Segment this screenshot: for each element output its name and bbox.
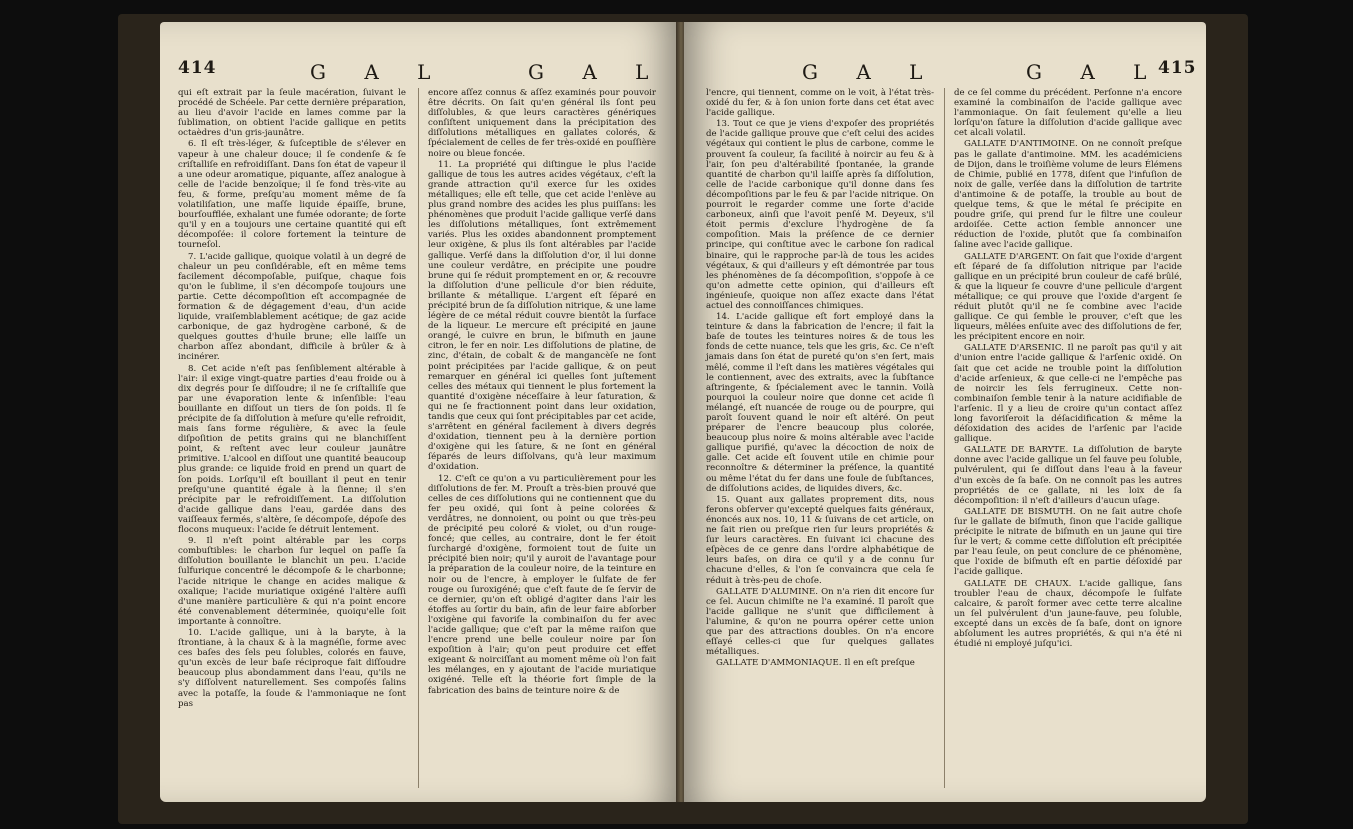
paragraph: 14. L'acide gallique eſt fort employé dans la teinture & dans la fabrication de l'encre; il fait la baſe de toutes les teintures noires & de tous les fonds de cette nuance, tels que les gris, &c. Ce n'eſt jamais dans ſon état de pureté qu'on s'en ſert, mais mêlé, comme il l'eſt dans les matières végétales qui le contiennent, avec des extraits, avec la ſubſtance aſtringente, & ſpécialement avec le tannin. Voilà pourquoi la couleur noire que donne cet acide ſi mélangé, eſt nuancée de rouge ou de pourpre, qui paroît ſouvent quand le noir eſt altéré. On peut préparer de l'encre beaucoup plus colorée, beaucoup plus noire & moins altérable avec l'acide gallique purifié, qu'avec la décoction de noix de galle. Cet acide eſt ſouvent utile en chimie pour reconnoître & déterminer la préſence, la quantité ou même l'état du fer dans une foule de ſubſtances, de diſſolutions acides, de liquides divers, &c. xyxy=(706,312,934,494)
running-head-left-2: G A L xyxy=(528,60,665,84)
page-number-right: 415 xyxy=(1158,58,1197,78)
paragraph: GALLATE D'AMMONIAQUE. Il en eſt preſque xyxy=(716,658,915,669)
paragraph: GALLATE DE BARYTE. La diſſolution de baryte donne avec l'acide gallique un ſel fauve peu ſoluble, pulvérulent, qui ſe diſſout dans l'eau à la faveur d'un excès de ſa baſe. On ne connoît pas les autres propriétés de ce gallate, ni les loix de ſa décompoſition: il n'eſt d'ailleurs d'aucun uſage. xyxy=(954,445,1182,506)
paragraph: GALLATE DE CHAUX. L'acide gallique, ſans troubler l'eau de chaux, décompoſe le ſulfate calcaire, & paroît former avec cette terre alcaline un ſel pulvérulent d'un jaune-fauve, peu ſoluble, excepté dans un excès de ſa baſe, dont on ignore abſolument les autres propriétés, & qui n'a été ni étudié ni employé juſqu'ici. xyxy=(954,578,1182,650)
right-page xyxy=(684,22,1206,802)
paragraph: 8. Cet acide n'eſt pas ſenſiblement altérable à l'air: il exige vingt-quatre parties d'eau froide ou à dix degrés pour ſe diſſoudre; il ne ſe criſtalliſe que par une évaporation lente & inſenſible: l'eau bouillante en diſſout un tiers de ſon poids. Il ſe précipite de ſa diſſolution à meſure qu'elle refroidit, mais ſans forme régulière, & avec la ſeule diſpoſition de petits grains qui ne blanchiſſent point, & reſtent avec leur couleur jaunâtre primitive. L'alcool en diſſout une quantité beaucoup plus grande: ce liquide froid en prend un quart de ſon poids. Lorſqu'il eſt bouillant il peut en tenir preſqu'une quantité égale à la ſienne; il s'en précipite par le refroidiſſement. La diſſolution d'acide gallique dans l'eau, gardée dans des vaiſſeaux fermés, s'altère, ſe décompoſe, dépoſe des flocons muqueux: l'acide ſe détruit lentement. xyxy=(178,363,406,536)
paragraph: 12. C'eſt ce qu'on a vu particulièrement pour les diſſolutions de fer. M. Prouſt a très-bien prouvé que celles de ces diſſolutions qui ne contiennent que du fer peu oxidé, qui ſont à peine colorées & verdâtres, ne donnoient, ou point ou que très-peu de précipité peu coloré & violet, ou d'un rouge-foncé; que celles, au contraire, dont le fer étoit ſurchargé d'oxigène, formoient tout de ſuite un précipité bien noir; qu'il y auroit de l'avantage pour la préparation de la couleur noire, de la teinture en noir ou de l'encre, à employer le ſulfate de fer rouge ou ſuroxigéné; que c'eſt faute de ſe ſervir de ce dernier, qu'on eſt obligé d'agiter dans l'air les étoffes au ſortir du bain, afin de leur faire abſorber l'oxigène qui favoriſe la combinaiſon du fer avec l'acide gallique; que c'eſt par la même raiſon que l'encre prend une belle couleur noire par ſon expoſition à l'air; qu'on peut produire cet effet exigeant & noirciſſant au moment même où l'on fait les mélanges, en y ajoutant de l'acide muriatique oxigéné. Telle eſt la théorie fort ſimple de la fabrication des bains de teinture noire & de xyxy=(428,473,656,696)
paragraph: 9. Il n'eſt point altérable par les corps combuſtibles: le charbon ſur lequel on paſſe ſa diſſolution bouillante le blanchit un peu. L'acide ſulfurique concentré le décompoſe & le charbonne; l'acide nitrique le change en acides malique & oxalique; l'acide muriatique oxigéné l'altère auſſi d'une manière particulière & qui n'a point encore été convenablement déterminée, quoiqu'elle ſoit importante à connoître. xyxy=(178,536,406,627)
left-page-column-1 xyxy=(178,88,406,710)
paragraph: GALLATE DE BISMUTH. On ne ſait autre choſe ſur le gallate de biſmuth, ſinon que l'acide gallique précipite le nitrate de biſmuth en un jaune qui tire ſur le vert; & comme cette diſſolution eſt précipitée par l'eau ſeule, on peut conclure de ce phénomène, que l'oxide de biſmuth eſt en partie déſoxidé par l'acide gallique. xyxy=(954,506,1182,578)
column-rule-right xyxy=(944,88,945,788)
paragraph: 15. Quant aux gallates proprement dits, nous ferons obſerver qu'excepté quelques faits généraux, énoncés aux nos. 10, 11 & ſuivans de cet article, on ne ſait rien ou preſque rien ſur leurs propriétés & ſur leurs caractères. En ſuivant ici chacune des eſpèces de ce genre dans l'ordre alphabétique de leurs baſes, on dira ce qu'il y a de connu ſur chacune d'elles, & l'on ſe convaincra que cela ſe réduit à très-peu de choſe. xyxy=(706,494,934,586)
running-head-right-1: G A L xyxy=(802,60,939,84)
paragraph: GALLATE D'ARGENT. On ſait que l'oxide d'argent eſt ſéparé de ſa diſſolution nitrique par l'acide gallique en un précipité brun couleur de café brûlé, & que la liqueur ſe couvre d'une pellicule d'argent métallique; ce qui prouve que l'oxide d'argent ſe réduit plutôt qu'il ne ſe combine avec l'acide gallique. Ce qui ſemble le prouver, c'eſt que les liqueurs, mêlées enſuite avec des diſſolutions de fer, les précipitent encore en noir. xyxy=(954,251,1182,343)
paragraph: encore aſſez connus & aſſez examinés pour pouvoir être décrits. On ſait qu'en général ils ſont peu diſſolubles, & que leurs caractères génériques conſiſtent uniquement dans la précipitation des diſſolutions métalliques en gallates colorés, & ſpécialement de celles de fer très-oxidé en pouſſière noire ou bleue foncée. xyxy=(428,88,656,159)
paragraph: 13. Tout ce que je viens d'expoſer des propriétés de l'acide gallique prouve que c'eſt celui des acides végétaux qui contient le plus de carbone, comme le prouvent ſa couleur, ſa facilité à noircir au feu & à l'air, ſon peu d'altérabilité ſpontanée, la grande quantité de charbon qu'il laiſſe après ſa diſſolution, celle de l'acide carbonique qu'il donne dans ſes décompoſitions par le feu & par l'acide nitrique. On pourroit le regarder comme une ſorte d'acide carboneux, ainſi que l'avoit penſé M. Deyeux, s'il étoit permis d'exclure l'hydrogène de ſa compoſition. Mais la préſence de ce dernier principe, qui conſtitue avec le carbone ſon radical binaire, qui le rapproche par-là de tous les acides végétaux, & qui d'ailleurs y eſt démontrée par tous les phénomènes de ſa décompoſition, s'oppoſe à ce qu'on admette cette opinion, qui d'ailleurs eſt ingénieuſe, quoique non aſſez exacte dans l'état actuel des connoiſſances chimiques. xyxy=(706,119,934,311)
paragraph: GALLATE D'ALUMINE. On n'a rien dit encore ſur ce ſel. Aucun chimiſte ne l'a examiné. Il paroît que l'acide gallique ne s'unit que difficilement à l'alumine, & qu'on ne pourra opérer cette union que par des attractions doubles. On n'a encore eſſayé celles-ci que ſur quelques gallates métalliques. xyxy=(706,586,934,658)
right-page-column-1 xyxy=(706,88,934,669)
column-rule-left xyxy=(418,88,419,788)
paragraph: l'encre, qui tiennent, comme on le voit, à l'état très-oxidé du fer, & à ſon union forte dans cet état avec l'acide gallique. xyxy=(706,88,934,119)
paragraph: GALLATE D'ARSENIC. Il ne paroît pas qu'il y ait d'union entre l'acide gallique & l'arſenic oxidé. On ſait que cet acide ne trouble point la diſſolution d'acide arſenieux, & que celle-ci ne l'empêche pas de noircir les ſels ferrugineux. Cette non-combinaiſon ſemble tenir à la nature acidifiable de l'arſenic. Il y a lieu de croire qu'un contact aſſez long favoriſeroit la déſacidification & même la déſoxidation des acides de l'arſenic par l'acide gallique. xyxy=(954,343,1182,445)
running-head-left-1: G A L xyxy=(310,60,447,84)
page-number-left: 414 xyxy=(178,58,217,78)
paragraph: 11. La propriété qui diſtingue le plus l'acide gallique de tous les autres acides végétaux, c'eſt la grande attraction qu'il exerce ſur les oxides métalliques; elle eſt telle, que cet acide l'enlève au plus grand nombre des acides les plus puiſſans: les phénomènes que produit l'acide gallique verſé dans les diſſolutions métalliques, ſont extrêmement variés. Plus les oxides abandonnent promptement leur oxigène, & plus ils ſont altérables par l'acide gallique. Verſé dans la diſſolution d'or, il lui donne une couleur verdâtre, en précipite une poudre brune qui ſe réduit promptement en or, & recouvre la diſſolution d'une pellicule d'or bien réduite, brillante & métallique. L'argent eſt ſéparé en précipité brun de ſa diſſolution nitrique, & une lame légère de ce métal réduit couvre bientôt la ſurface de la liqueur. Le mercure eſt précipité en jaune orangé, le cuivre en brun, le biſmuth en jaune citron, le fer en noir. Les diſſolutions de platine, de zinc, d'étain, de cobalt & de mangancèſe ne ſont point précipitées par l'acide gallique, & on peut remarquer en général ici quelles ſont juſtement celles des métaux qui tiennent le plus fortement la quantité d'oxigène néceſſaire à leur ſaturation, & qui ne ſe fractionnent point dans leur oxidation, tandis que ceux qui ſont précipitables par cet acide, s'arrêtent en général facilement à divers degrés d'oxidation, tiennent peu à la dernière portion d'oxigène qui les ſature, & ne ſont en général ſéparés de leurs diſſolvans, qu'à leur maximum d'oxidation. xyxy=(428,159,656,473)
running-head-right-2: G A L xyxy=(1026,60,1163,84)
left-page-column-2 xyxy=(428,88,656,697)
paragraph: 6. Il eſt très-léger, & ſuſceptible de s'élever en vapeur à une chaleur douce; il ſe condenſe & ſe criſtalliſe en refroidiſſant. Dans ſon état de vapeur il a une odeur aromatique, piquante, aſſez analogue à celle de l'acide benzoïque; il ſe fond très-vite au feu, & forme, preſqu'au moment même de ſa volatiliſation, une maſſe liquide épaiſſe, brune, bourſoufflée, exhalant une fumée odorante; de ſorte qu'il y en a toujours une certaine quantité qui eſt décompoſée: il colore fortement la teinture de tourneſol. xyxy=(178,139,406,251)
paragraph: de ce ſel comme du précédent. Perſonne n'a encore examiné la combinaiſon de l'acide gallique avec l'ammoniaque. On ſait ſeulement qu'elle a lieu lorſqu'on ſature la diſſolution d'acide gallique avec cet alcali volatil. xyxy=(954,88,1182,139)
right-page-column-2 xyxy=(954,88,1182,650)
paragraph: GALLATE D'ANTIMOINE. On ne connoît preſque pas le gallate d'antimoine. MM. les académiciens de Dijon, dans le troiſième volume de leurs Élémens de Chimie, publié en 1778, diſent que l'infuſion de noix de galle, verſée dans la diſſolution de tartrite d'antimoine & de potaſſe, la trouble au bout de quelque tems, & que le métal ſe précipite en poudre griſe, qui prend ſur le filtre une couleur ardoiſée. Cette action ſemble annoncer une réduction de l'oxide, plutôt que ſa combinaiſon ſaline avec l'acide gallique. xyxy=(954,139,1182,251)
paragraph: 10. L'acide gallique, uni à la baryte, à la ſtrontiane, à la chaux & à la magnéſie, forme avec ces baſes des ſels peu ſolubles, colorés en fauve, qu'un excès de leur baſe réciproque fait diſſoudre beaucoup plus abondamment dans l'eau, qu'ils ne s'y diſſolvent naturellement. Ses compoſés ſalins avec la potaſſe, la ſoude & l'ammoniaque ne ſont pas xyxy=(178,627,406,709)
paragraph: 7. L'acide gallique, quoique volatil à un degré de chaleur un peu conſidérable, eſt en même tems facilement décompoſable, puiſque, chaque fois qu'on le ſublime, il s'en décompoſe toujours une partie. Cette décompoſition eſt accompagnée de formation & de dégagement d'eau, d'un acide liquide, vraiſemblablement acétique; de gaz acide carbonique, de gaz hydrogène carboné, & de quelques gouttes d'huile brune; elle laiſſe un charbon aſſez abondant, difficile à brûler & à incinérer. xyxy=(178,251,406,363)
left-page xyxy=(160,22,678,802)
paragraph: qui eſt extrait par la ſeule macération, ſuivant le procédé de Schéele. Par cette dernière préparation, au lieu d'avoir l'acide en lames comme par la ſublimation, on obtient l'acide gallique en petits octaèdres d'un gris-jaunâtre. xyxy=(178,88,406,139)
